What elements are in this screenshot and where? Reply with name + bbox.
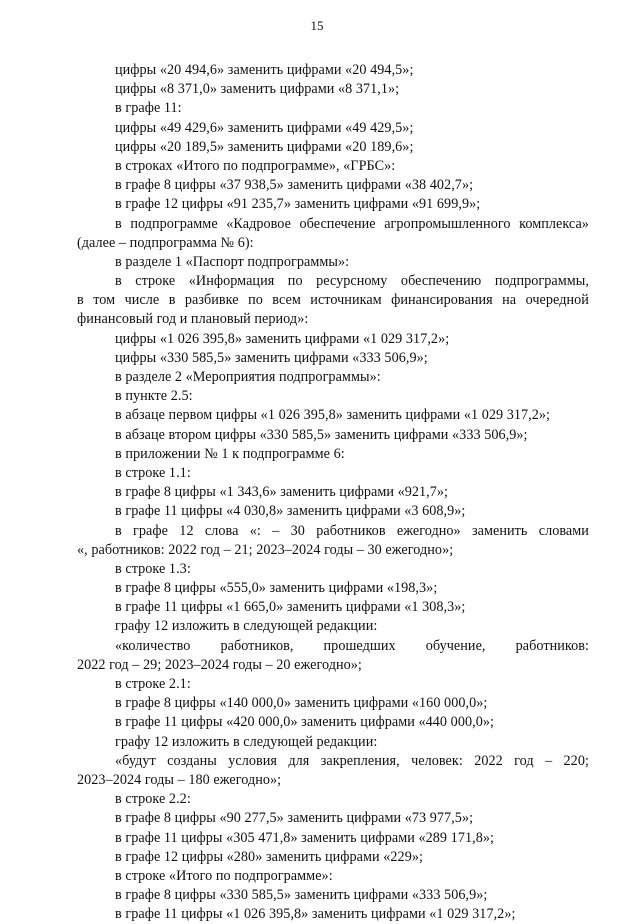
word: 30 <box>290 522 305 539</box>
word: очередной <box>525 292 589 309</box>
text-line-justified <box>77 637 589 656</box>
text-line: в графе 11 цифры «4 030,8» заменить цифрами «3 608,9»; <box>115 503 466 520</box>
word: работников: <box>515 637 589 654</box>
word: ресурсному <box>316 273 388 290</box>
text-line: в разделе 1 «Паспорт подпрограммы»: <box>115 253 350 270</box>
word: 12 <box>179 522 194 539</box>
text-line: 2023–2024 годы – 180 ежегодно»; <box>77 771 282 788</box>
word: обеспечение <box>299 215 376 232</box>
text-line: в графе 11 цифры «1 026 395,8» заменить цифрами «1 029 317,2»; <box>115 906 516 923</box>
word: всем <box>272 292 301 309</box>
word: в <box>77 292 84 309</box>
text-line-justified <box>77 291 589 310</box>
text-line: цифры «1 026 395,8» заменить цифрами «1 029 317,2»; <box>115 330 450 347</box>
word: закрепления, <box>320 752 400 769</box>
word: прошедших <box>323 637 396 654</box>
text-line: в строке «Итого по подпрограмме»: <box>115 867 333 884</box>
word: работников, <box>220 637 294 654</box>
text-line: в строках «Итого по подпрограмме», «ГРБС»: <box>115 157 396 174</box>
text-line-justified <box>77 752 589 771</box>
text-line: в строке 2.2: <box>115 791 191 808</box>
text-line: в строке 1.3: <box>115 560 191 577</box>
word: в <box>115 273 122 290</box>
word: «Кадровое <box>226 215 291 232</box>
word: ежегодно» <box>396 522 461 539</box>
text-line: в графе 8 цифры «37 938,5» заменить цифрами «38 402,7»; <box>115 177 474 194</box>
text-line: финансовый год и плановый период»: <box>77 311 309 328</box>
word: обеспечению <box>400 273 482 290</box>
word: графе <box>133 522 168 539</box>
word: «будут <box>115 752 156 769</box>
word: в <box>115 215 122 232</box>
text-line: в графе 8 цифры «555,0» заменить цифрами «198,3»; <box>115 580 438 597</box>
text-line-justified <box>77 272 589 291</box>
word: человек: <box>411 752 463 769</box>
text-line: в графе 8 цифры «140 000,0» заменить цифрами «160 000,0»; <box>115 695 488 712</box>
word: по <box>287 273 303 290</box>
word: по <box>248 292 263 309</box>
word: финансирования <box>391 292 493 309</box>
text-line: цифры «20 494,6» заменить цифрами «20 494,5»; <box>115 62 414 78</box>
text-line: в строке 1.1: <box>115 464 191 481</box>
word: словами <box>538 522 589 539</box>
text-line: в пункте 2.5: <box>115 388 193 405</box>
text-line-justified <box>77 522 589 541</box>
text-line: цифры «49 429,6» заменить цифрами «49 429,5»; <box>115 119 414 136</box>
page-number: 15 <box>310 18 324 33</box>
word: заменить <box>471 522 528 539</box>
word: том <box>93 292 116 309</box>
word: созданы <box>167 752 217 769</box>
word: «: <box>249 522 261 539</box>
word: разбивке <box>184 292 239 309</box>
word: 2022 <box>474 752 503 769</box>
word: «количество <box>115 637 191 654</box>
word: 220; <box>563 752 589 769</box>
word: – <box>545 752 553 769</box>
text-line: в графе 11 цифры «305 471,8» заменить цифрами «289 171,8»; <box>115 829 494 846</box>
text-line: цифры «8 371,0» заменить цифрами «8 371,1»; <box>115 81 400 98</box>
text-line: «, работников: 2022 год – 21; 2023–2024 годы – 30 ежегодно»; <box>77 541 454 558</box>
text-line: в абзаце первом цифры «1 026 395,8» заменить цифрами «1 029 317,2»; <box>115 407 551 424</box>
word: подпрограмме <box>130 215 218 232</box>
text-line: в графе 12 цифры «280» заменить цифрами «229»; <box>115 848 423 865</box>
word: условия <box>228 752 277 769</box>
text-line: в разделе 2 «Мероприятия подпрограммы»: <box>115 369 381 385</box>
word: – <box>272 522 280 539</box>
text-line: графу 12 изложить в следующей редакции: <box>115 733 378 750</box>
word: в <box>168 292 176 309</box>
text-line: в графе 8 цифры «1 343,6» заменить цифрами «921,7»; <box>115 484 449 501</box>
text-line: в абзаце втором цифры «330 585,5» заменить цифрами «333 506,9»; <box>115 426 528 443</box>
text-line: в графе 11 цифры «420 000,0» заменить цифрами «440 000,0»; <box>115 714 494 731</box>
word: источникам <box>310 292 382 309</box>
word: комплекса» <box>519 215 589 232</box>
text-line: 2022 год – 29; 2023–2024 годы – 20 ежегодно»; <box>77 656 362 673</box>
word: обучение, <box>425 637 486 654</box>
word: слова <box>204 522 239 539</box>
text-line-justified <box>77 215 589 234</box>
text-line: цифры «330 585,5» заменить цифрами «333 506,9»; <box>115 349 428 366</box>
word: числе <box>124 292 160 309</box>
word: для <box>288 752 310 769</box>
text-line: цифры «20 189,5» заменить цифрами «20 189,6»; <box>115 138 414 155</box>
text-line: в графе 8 цифры «330 585,5» заменить цифрами «333 506,9»; <box>115 887 488 904</box>
word: строке <box>135 273 176 290</box>
text-line: (далее – подпрограмма № 6): <box>77 234 254 251</box>
text-line: в приложении № 1 к подпрограмме 6: <box>115 445 345 462</box>
word: на <box>502 292 517 309</box>
text-line: в графе 8 цифры «90 277,5» заменить цифрами «73 977,5»; <box>115 810 474 827</box>
word: в <box>115 522 122 539</box>
text-line: в строке 2.1: <box>115 676 191 692</box>
text-line: в графе 12 цифры «91 235,7» заменить цифрами «91 699,9»; <box>115 196 481 213</box>
text-line: в графе 11 цифры «1 665,0» заменить цифрами «1 308,3»; <box>115 599 466 616</box>
word: подпрограммы, <box>494 273 589 290</box>
word: год <box>514 752 534 769</box>
document-body <box>77 61 589 924</box>
text-line: в графе 11: <box>115 100 182 117</box>
word: «Информация <box>188 273 275 290</box>
word: агропромышленного <box>384 215 511 232</box>
text-line: графу 12 изложить в следующей редакции: <box>115 618 378 635</box>
word: работников <box>316 522 386 539</box>
